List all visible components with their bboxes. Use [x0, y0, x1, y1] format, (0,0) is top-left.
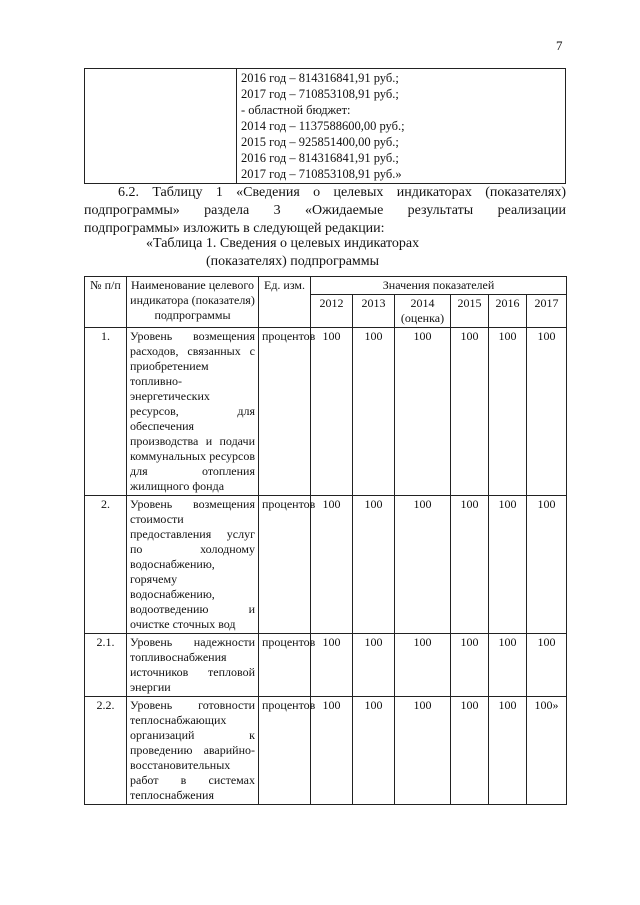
- value-cell: 100: [489, 697, 527, 805]
- budget-line: 2014 год – 1137588600,00 руб.;: [241, 119, 405, 133]
- table-title-line-2: (показателях) подпрограммы: [206, 254, 380, 269]
- paragraph-last-line: подпрограммы» изложить в следующей редакции:: [84, 221, 385, 236]
- budget-line: - областной бюджет:: [241, 103, 351, 117]
- value-cell: 100: [451, 634, 489, 697]
- header-num: № п/п: [85, 277, 127, 328]
- budget-continuation-table: [84, 68, 566, 184]
- indicator-name: Уровень возмещения стоимости предоставления услуг по холодному водоснабжению, горячему водоснабжению, водоотведению и очистке сточных вод: [127, 496, 259, 634]
- value-cell: 100: [489, 328, 527, 496]
- value-cell: 100»: [527, 697, 567, 805]
- table-row: [85, 69, 566, 184]
- table-row: [85, 328, 567, 496]
- table-row: [85, 634, 567, 697]
- value-cell: 100: [353, 634, 395, 697]
- value-cell: 100: [527, 634, 567, 697]
- indicator-name: Уровень надежности топливоснабжения источников тепловой энергии: [127, 634, 259, 697]
- indicators-table: [84, 276, 567, 805]
- unit-cell: процентов: [259, 697, 311, 805]
- header-year: 2016: [489, 295, 527, 328]
- value-cell: 100: [353, 328, 395, 496]
- value-cell: 100: [489, 496, 527, 634]
- row-number: 2.2.: [85, 697, 127, 805]
- header-unit: Ед. изм.: [259, 277, 311, 328]
- value-cell: 100: [353, 697, 395, 805]
- header-year: 2014 (оценка): [395, 295, 451, 328]
- unit-cell: процентов: [259, 634, 311, 697]
- table-title-line-1: «Таблица 1. Сведения о целевых индикаторах: [146, 236, 420, 251]
- row-number: 2.1.: [85, 634, 127, 697]
- value-cell: 100: [395, 328, 451, 496]
- header-year: 2015: [451, 295, 489, 328]
- header-values: Значения показателей: [311, 277, 567, 295]
- value-cell: 100: [451, 328, 489, 496]
- value-cell: 100: [395, 634, 451, 697]
- budget-line: 2015 год – 925851400,00 руб.;: [241, 135, 399, 149]
- budget-line: 2017 год – 710853108,91 руб.;: [241, 87, 399, 101]
- header-year: 2013: [353, 295, 395, 328]
- budget-line: 2016 год – 814316841,91 руб.;: [241, 71, 399, 85]
- unit-cell: процентов: [259, 496, 311, 634]
- indicator-name: Уровень готовности теплоснабжающих организаций к проведению аварийно-восстановительных работ в системах теплоснабжения: [127, 697, 259, 805]
- unit-cell: процентов: [259, 328, 311, 496]
- amendment-paragraph: [84, 184, 566, 238]
- value-cell: 100: [527, 496, 567, 634]
- value-cell: 100: [311, 634, 353, 697]
- indicator-name: Уровень возмещения расходов, связанных с приобретением топливно-энергетических ресурсов, для обеспечения производства и подачи коммунальных ресурсов для отопления жилищного фонда: [127, 328, 259, 496]
- page-number: 7: [556, 38, 563, 53]
- row-number: 1.: [85, 328, 127, 496]
- budget-line: 2016 год – 814316841,91 руб.;: [241, 151, 399, 165]
- value-cell: 100: [451, 697, 489, 805]
- empty-cell: [85, 69, 237, 184]
- value-cell: 100: [311, 496, 353, 634]
- header-year: 2017: [527, 295, 567, 328]
- value-cell: 100: [527, 328, 567, 496]
- value-cell: 100: [395, 496, 451, 634]
- value-cell: 100: [311, 697, 353, 805]
- value-cell: 100: [489, 634, 527, 697]
- table-row: [85, 697, 567, 805]
- paragraph-text: 6.2. Таблицу 1 «Сведения о целевых индикаторах (показателях) подпрограммы» раздела 3 «Ожидаемые результаты реализации: [84, 185, 566, 218]
- header-year: 2012: [311, 295, 353, 328]
- header-row: [85, 277, 567, 295]
- value-cell: 100: [451, 496, 489, 634]
- header-name: Наименование целевого индикатора (показателя) подпрограммы: [127, 277, 259, 328]
- budget-lines-cell: [237, 69, 566, 184]
- table-row: [85, 496, 567, 634]
- value-cell: 100: [395, 697, 451, 805]
- table-title: [84, 235, 566, 271]
- value-cell: 100: [311, 328, 353, 496]
- budget-line: 2017 год – 710853108,91 руб.»: [241, 167, 402, 181]
- value-cell: 100: [353, 496, 395, 634]
- row-number: 2.: [85, 496, 127, 634]
